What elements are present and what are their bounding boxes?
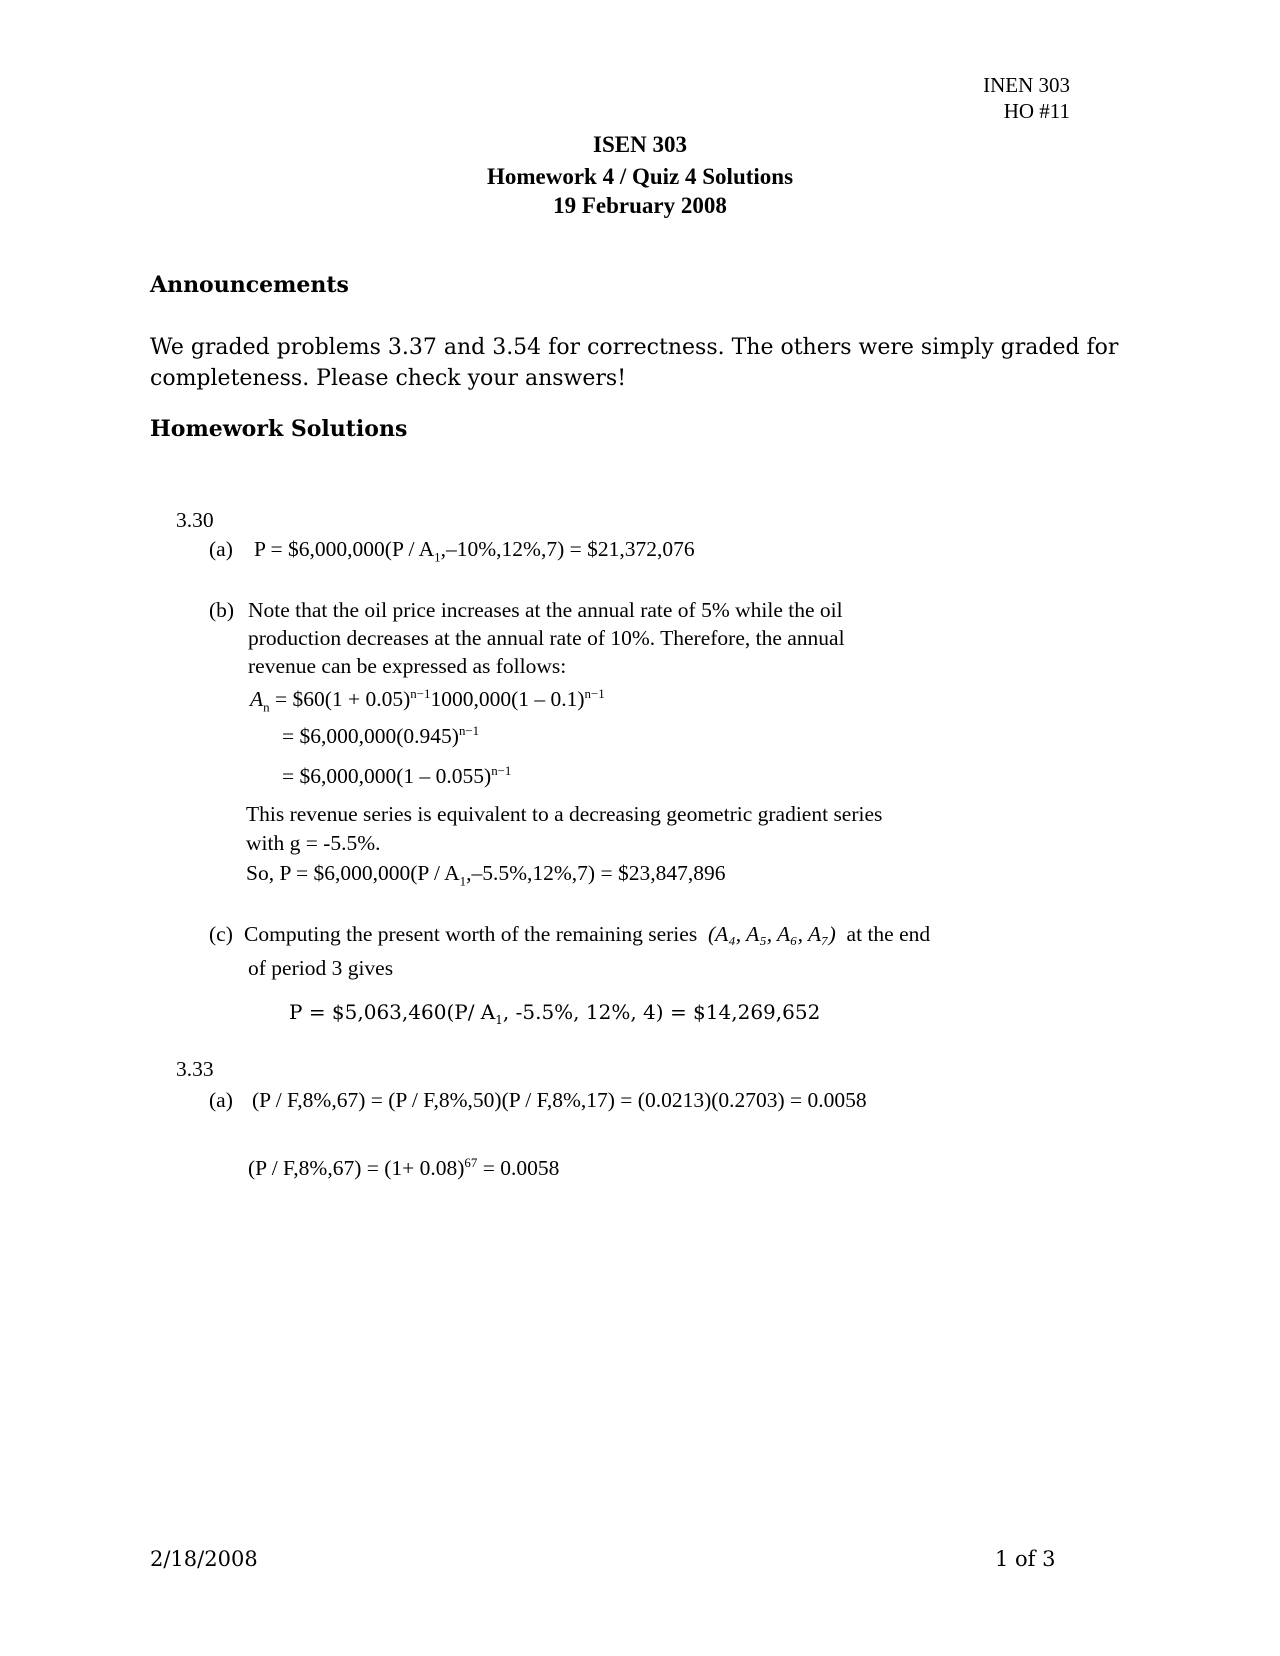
problem-3-30-c-equation: P = $5,063,460(P/ $A_1$, -5.5%, 12%, 4) = $14,269,652: [289, 1000, 821, 1027]
problem-3-30-b-label: (b): [209, 598, 235, 622]
page-subtitle: Homework 4 / Quiz 4 Solutions: [486, 164, 794, 189]
problem-3-33-a-equation-2: $(P / F,8\%,67) = (1+ 0.08)^{67} = 0.0058$: [248, 1156, 560, 1181]
problem-3-30-b-line-2: production decreases at the annual rate of 10%. Therefore, the annual: [248, 626, 845, 650]
announcements-heading: Announcements: [150, 272, 349, 298]
problem-3-30-b-equation-1: $A_n$ = $60(1 + 0.05)$^{n-1}$1000,000(1 – 0.1)$^{n-1}$: [250, 687, 605, 715]
problem-3-30-b-equation-2: = $\$6,000,000(0.945)^{n-1}$: [282, 724, 480, 749]
problem-3-30-b-line-5: with g = -5.5%.: [246, 831, 381, 855]
page-number: 1 of 3: [995, 1547, 1056, 1571]
problem-3-30-b-equation-3: = $6,000,000(1 – 0.055)$^{n-1}$: [282, 764, 512, 789]
handout-number: HO #11: [1003, 99, 1070, 123]
problem-3-30-b-result: So, P = $6,000,000(P / $A_1,-5.5\%,12\%,7$) = $23,847,896: [246, 861, 726, 889]
problem-3-30-c-series: (A₄, A₅, A₆, A₇): [707, 922, 836, 946]
course-code: INEN 303: [983, 73, 1070, 97]
problem-3-30-number: 3.30: [176, 508, 214, 532]
problem-3-30-b-line-1: Note that the oil price increases at the annual rate of 5% while the oil: [248, 598, 843, 622]
problem-3-30-a-label: (a): [209, 537, 233, 561]
problem-3-30-c-label: (c): [209, 922, 233, 946]
page-date: 19 February 2008: [553, 193, 727, 218]
problem-3-30-a-equation: P = $6,000,000(P / $A_1,-10\%,12\%,7$) = $21,372,076: [254, 537, 695, 565]
problem-3-30-c-line-2: of period 3 gives: [248, 956, 394, 980]
problem-3-30-b-line-3: revenue can be expressed as follows:: [248, 654, 567, 678]
problem-3-33-a-label: (a): [209, 1088, 233, 1112]
problem-3-30-c-line-1: Computing the present worth of the remaining series (A₄, A₅, A₆, A₇) at the end: [244, 922, 931, 946]
announcements-line-2: completeness. Please check your answers!: [150, 366, 627, 391]
problem-3-33-a-equation: (P / F,8%,67) = (P / F,8%,50)(P / F,8%,17) = (0.0213)(0.2703) = 0.0058: [252, 1088, 867, 1112]
problem-3-33-number: 3.33: [176, 1057, 214, 1081]
problem-3-30-b-line-4: This revenue series is equivalent to a decreasing geometric gradient series: [246, 802, 883, 826]
footer-date: 2/18/2008: [150, 1547, 258, 1571]
page-title: ISEN 303: [593, 132, 687, 157]
announcements-line-1: We graded problems 3.37 and 3.54 for correctness. The others were simply graded for: [150, 335, 1119, 360]
homework-heading: Homework Solutions: [150, 416, 408, 442]
